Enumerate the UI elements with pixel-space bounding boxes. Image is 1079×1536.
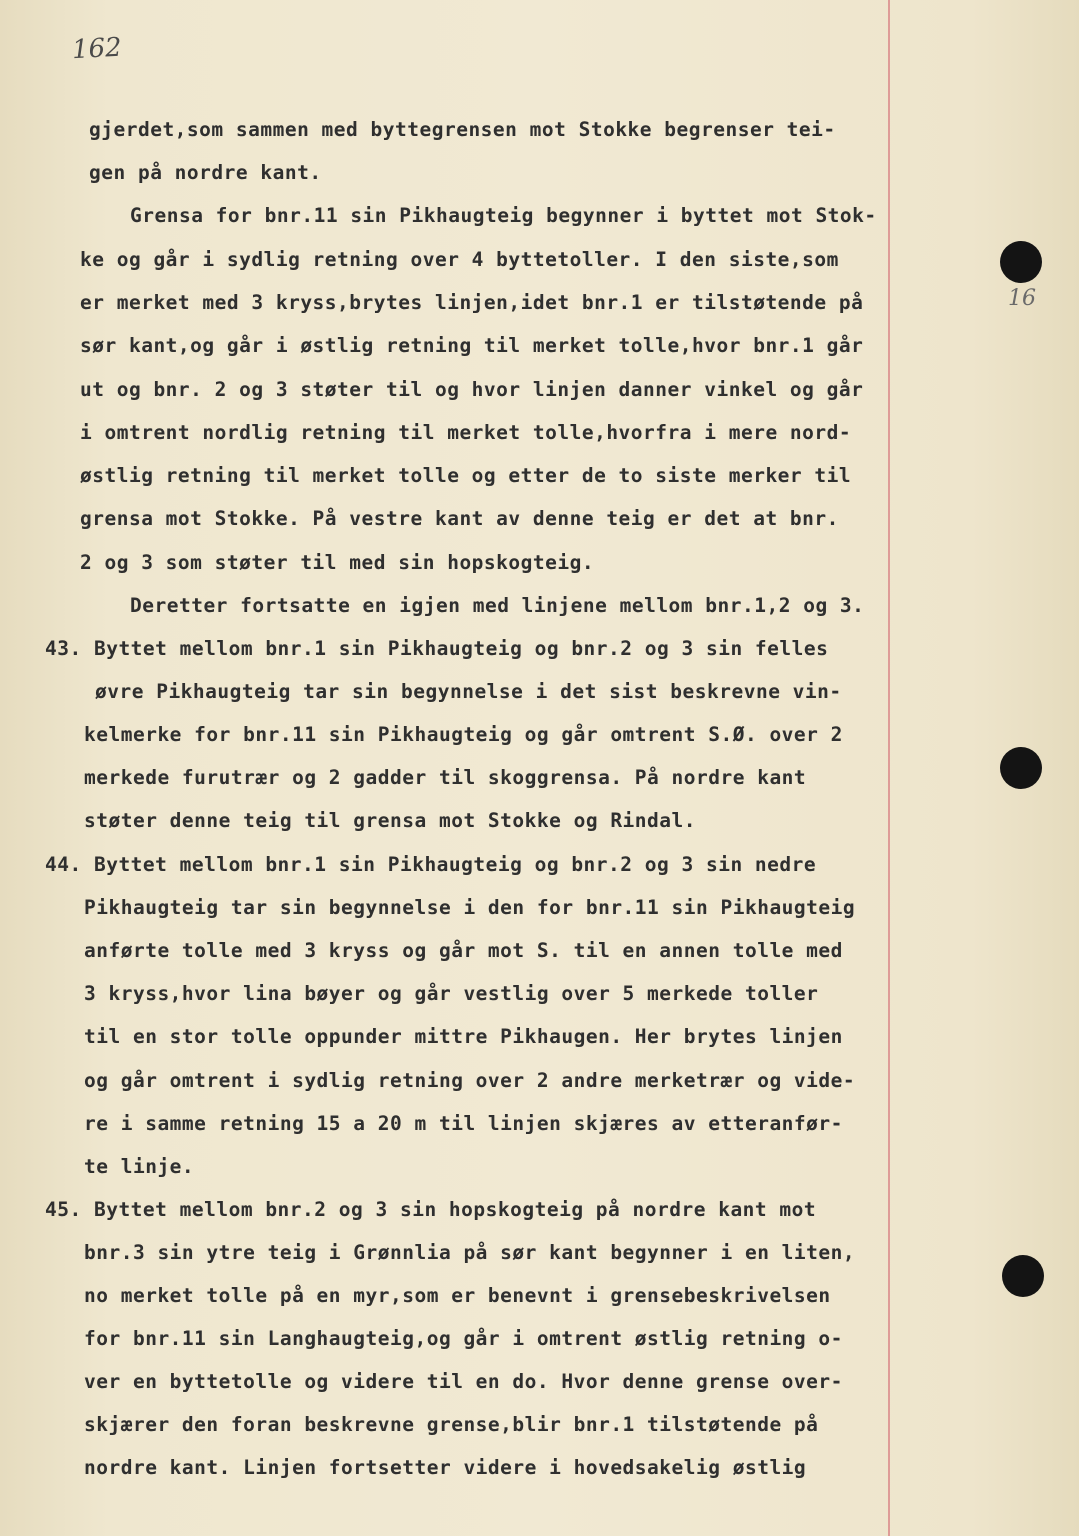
text-line: bnr.3 sin ytre teig i Grønnlia på sør kant begynner i en liten, <box>84 1241 856 1264</box>
text-line: no merket tolle på en myr,som er benevnt i grensebeskrivelsen <box>84 1284 831 1307</box>
text-line: i omtrent nordlig retning til merket tolle,hvorfra i mere nord- <box>80 421 852 444</box>
text-line: ut og bnr. 2 og 3 støter til og hvor linjen danner vinkel og går <box>80 378 864 401</box>
text-line: støter denne teig til grensa mot Stokke og Rindal. <box>84 809 696 832</box>
text-line: ver en byttetolle og videre til en do. Hvor denne grense over- <box>84 1370 843 1393</box>
text-line: til en stor tolle oppunder mittre Pikhaugen. Her brytes linjen <box>84 1025 843 1048</box>
text-line: merkede furutrær og 2 gadder til skoggrensa. På nordre kant <box>84 766 807 789</box>
text-line: for bnr.11 sin Langhaugteig,og går i omtrent østlig retning o- <box>84 1327 843 1350</box>
margin-note: 16 <box>1008 286 1036 311</box>
text-line: 2 og 3 som støter til med sin hopskogteig. <box>80 551 595 574</box>
text-line: Deretter fortsatte en igjen med linjene mellom bnr.1,2 og 3. <box>130 594 865 617</box>
text-line: Grensa for bnr.11 sin Pikhaugteig begynner i byttet mot Stok- <box>130 204 877 227</box>
text-line: nordre kant. Linjen fortsetter videre i hovedsakelig østlig <box>84 1456 807 1479</box>
text-line: ke og går i sydlig retning over 4 byttetoller. I den siste,som <box>80 248 839 271</box>
text-line: 44. Byttet mellom bnr.1 sin Pikhaugteig og bnr.2 og 3 sin nedre <box>45 853 817 876</box>
text-line: østlig retning til merket tolle og etter de to siste merker til <box>80 464 852 487</box>
text-line: re i samme retning 15 a 20 m til linjen skjæres av etteranfør- <box>84 1112 843 1135</box>
text-line: og går omtrent i sydlig retning over 2 andre merketrær og vide- <box>84 1069 856 1092</box>
punch-hole <box>1002 1255 1044 1297</box>
text-line: skjærer den foran beskrevne grense,blir bnr.1 tilstøtende på <box>84 1413 819 1436</box>
text-line: te linje. <box>84 1155 195 1178</box>
text-line: gen på nordre kant. <box>89 161 322 184</box>
text-line: 43. Byttet mellom bnr.1 sin Pikhaugteig og bnr.2 og 3 sin felles <box>45 637 829 660</box>
text-line: grensa mot Stokke. På vestre kant av denne teig er det at bnr. <box>80 507 839 530</box>
text-line: øvre Pikhaugteig tar sin begynnelse i det sist beskrevne vin- <box>95 680 842 703</box>
text-line: 3 kryss,hvor lina bøyer og går vestlig over 5 merkede toller <box>84 982 819 1005</box>
margin-rule <box>888 0 890 1536</box>
punch-hole <box>1000 747 1042 789</box>
text-line: Pikhaugteig tar sin begynnelse i den for bnr.11 sin Pikhaugteig <box>84 896 856 919</box>
text-line: anførte tolle med 3 kryss og går mot S. til en annen tolle med <box>84 939 843 962</box>
text-line: 45. Byttet mellom bnr.2 og 3 sin hopskogteig på nordre kant mot <box>45 1198 817 1221</box>
text-line: sør kant,og går i østlig retning til merket tolle,hvor bnr.1 går <box>80 334 864 357</box>
punch-hole <box>1000 241 1042 283</box>
text-line: gjerdet,som sammen med byttegrensen mot Stokke begrenser tei- <box>89 118 836 141</box>
page-number: 162 <box>71 32 123 66</box>
text-line: kelmerke for bnr.11 sin Pikhaugteig og går omtrent S.Ø. over 2 <box>84 723 843 746</box>
text-line: er merket med 3 kryss,brytes linjen,idet bnr.1 er tilstøtende på <box>80 291 864 314</box>
